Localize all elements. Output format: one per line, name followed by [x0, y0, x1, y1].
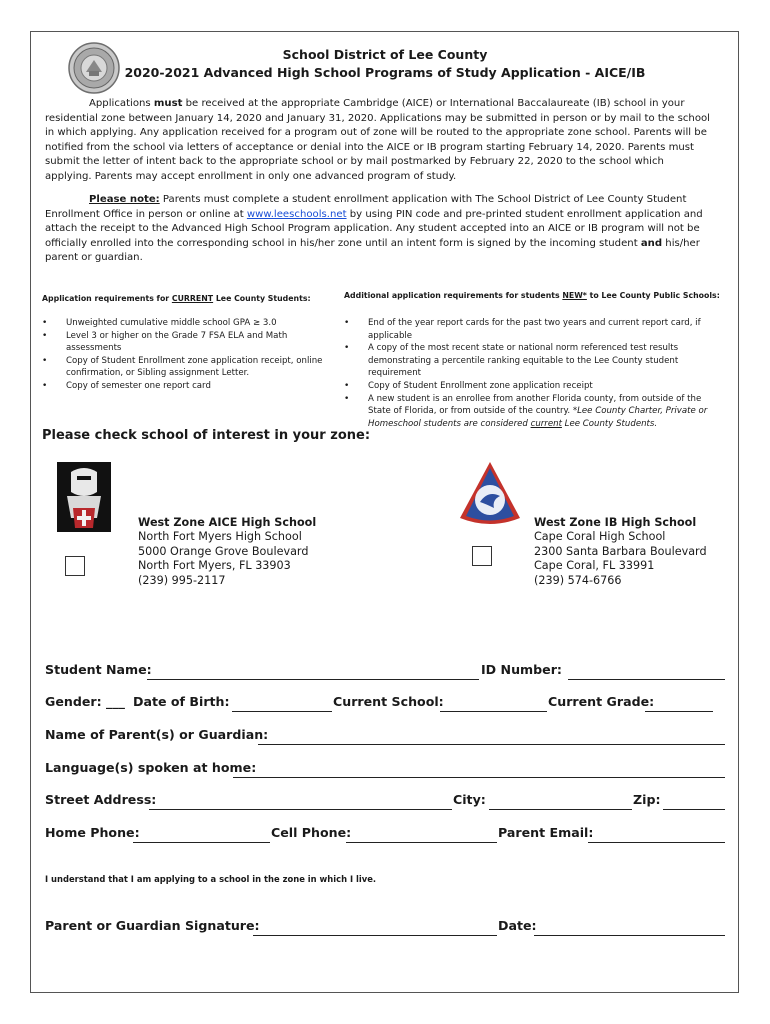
cell-phone-label: Cell Phone: [271, 825, 352, 840]
current-grade-field[interactable] [645, 711, 713, 712]
date-field[interactable] [534, 935, 725, 936]
signature-field[interactable] [253, 935, 497, 936]
student-name-field[interactable] [147, 679, 479, 680]
district-name: School District of Lee County [282, 47, 488, 62]
cell-phone-field[interactable] [346, 842, 497, 843]
aice-school-name: West Zone AICE High School [138, 516, 317, 529]
parent-email-field[interactable] [588, 842, 725, 843]
parent-name-label: Name of Parent(s) or Guardian: [45, 727, 269, 742]
date-label: Date: [498, 918, 537, 933]
school-interest-heading: Please check school of interest in your zone: [42, 428, 371, 443]
list-item: • End of the year report cards for the past two years and current report card, if applicable [344, 317, 714, 342]
home-phone-label: Home Phone: [45, 825, 140, 840]
new-requirements-list [344, 317, 714, 430]
home-phone-field[interactable] [133, 842, 270, 843]
list-item: • Unweighted cumulative middle school GPA ≥ 3.0 [42, 317, 332, 330]
zone-acknowledgement: I understand that I am applying to a school in the zone in which I live. [45, 874, 377, 884]
current-requirements-list [42, 317, 332, 393]
current-school-field[interactable] [440, 711, 547, 712]
knight-mascot-icon [57, 462, 111, 532]
new-requirements-title: Additional application requirements for students NEW* to Lee County Public Schools: [344, 291, 720, 300]
zip-label: Zip: [633, 792, 661, 807]
parent-email-label: Parent Email: [498, 825, 594, 840]
zip-field[interactable] [663, 809, 725, 810]
current-grade-label: Current Grade: [548, 694, 655, 709]
leeschools-link[interactable]: www.leeschools.net [246, 208, 347, 220]
list-item: • A copy of the most recent state or national norm referenced test results demonstrating a percentile ranking equitable to the Lee County student requirement [344, 342, 714, 380]
signature-label: Parent or Guardian Signature: [45, 918, 260, 933]
street-address-label: Street Address: [45, 792, 157, 807]
list-item: • Copy of Student Enrollment zone application receipt [344, 380, 714, 393]
street-address-field[interactable] [149, 809, 452, 810]
language-label: Language(s) spoken at home: [45, 760, 257, 775]
id-number-field[interactable] [568, 679, 725, 680]
page-title: 2020-2021 Advanced High School Programs of Study Application - AICE/IB [124, 65, 646, 80]
aice-school-checkbox[interactable] [65, 556, 85, 576]
list-item: • Level 3 or higher on the Grade 7 FSA ELA and Math assessments [42, 330, 332, 355]
ib-school-checkbox[interactable] [472, 546, 492, 566]
gender-label: Gender: ___ [45, 694, 125, 709]
current-school-label: Current School: [333, 694, 444, 709]
id-number-label: ID Number: [481, 662, 562, 677]
current-requirements-title: Application requirements for CURRENT Lee County Students: [42, 294, 311, 303]
student-name-label: Student Name: [45, 662, 152, 677]
list-item: • Copy of Student Enrollment zone application receipt, online confirmation, or Sibling assignment Letter. [42, 355, 332, 380]
list-item: • A new student is an enrollee from another Florida county, from outside of the State of Florida, or from outside of the country. *Lee County Charter, Private or Homeschool students are considered current Lee County Students. [344, 393, 714, 431]
seahawk-mascot-icon [458, 460, 522, 528]
ib-school-info: West Zone IB High School Cape Coral High School 2300 Santa Barbara Boulevard Cape Coral, FL 33991 (239) 574-6766 [534, 516, 707, 587]
ib-school-name: West Zone IB High School [534, 516, 697, 529]
dob-field[interactable] [232, 711, 332, 712]
city-field[interactable] [489, 809, 632, 810]
list-item: • Copy of semester one report card [42, 380, 332, 393]
intro-paragraph: Applications must be received at the appropriate Cambridge (AICE) or International Baccalaureate (IB) school in your residential zone between January 14, 2020 and January 31, 2020. Applications may be submitted in person or by mail to the school in which applying. Any application received for a program out of zone will be routed to the appropriate zone school. Parents will be notified from the school via letters of acceptance or denial into the AICE or IB program starting February 14, 2020. Parents must submit the letter of intent back to the appropriate school or by mail postmarked by February 22, 2020 to the school which applying. Parents may accept enrollment in only one advanced program of study. [45, 98, 710, 182]
aice-school-info: West Zone AICE High School North Fort Myers High School 5000 Orange Grove Boulevard North Fort Myers, FL 33903 (239) 995-2117 [138, 516, 317, 587]
parent-name-field[interactable] [258, 744, 725, 745]
city-label: City: [453, 792, 486, 807]
language-field[interactable] [233, 777, 725, 778]
note-paragraph: Please note: Parents must complete a student enrollment application with The School District of Lee County Student Enrollment Office in person or online at www.leeschools.net by using PIN code and pre-printed student enrollment application and attach the receipt to the Advanced High School Program application. Any student accepted into an AICE or IB program will not be officially enrolled into the corresponding school in his/her zone until an intent form is signed by the incoming student and his/her parent or guardian. [45, 194, 703, 264]
dob-label: Date of Birth: [133, 694, 230, 709]
